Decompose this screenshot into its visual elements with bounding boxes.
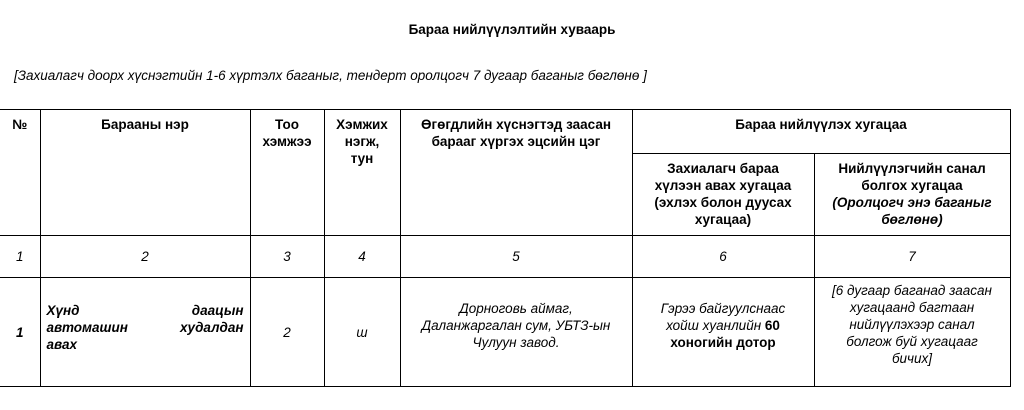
header-supplier-note-line: (Оролцогч энэ баганыг [832, 195, 992, 210]
header-quantity [250, 110, 324, 236]
destination-line: Даланжаргалан сум, УБТЗ-ын [421, 318, 611, 333]
table-row [0, 278, 1010, 387]
header-supplier-period [814, 154, 1010, 236]
header-quantity-line: Тоо [275, 117, 299, 132]
header-quantity-line: хэмжээ [262, 134, 312, 149]
column-number: 5 [400, 236, 632, 278]
header-delivery-period: Бараа нийлүүлэх хугацаа [632, 110, 1010, 154]
header-supplier-line: болгох хугацаа [861, 178, 963, 193]
supplier-period-line: хугацаанд багтаан [849, 300, 975, 315]
row-quantity: 2 [250, 278, 324, 387]
column-number: 7 [814, 236, 1010, 278]
header-buyer-period [632, 154, 814, 236]
header-buyer-line: хугацаа) [694, 212, 752, 227]
row-supplier-period [814, 278, 1010, 387]
item-name-word: автомашин [46, 320, 128, 335]
buyer-period-line: хоногийн дотор [670, 335, 776, 350]
column-number: 2 [40, 236, 250, 278]
column-number: 3 [250, 236, 324, 278]
supplier-period-line: нийлүүлэхээр санал [849, 317, 975, 332]
header-unit [324, 110, 400, 236]
buyer-period-line: Гэрээ байгуулснаас [660, 301, 786, 316]
header-unit-line: нэгж, [344, 134, 380, 149]
header-unit-line: тун [350, 151, 374, 166]
buyer-period-text: хойш хуанлийн [666, 318, 762, 333]
row-buyer-period [632, 278, 814, 387]
row-item-name [40, 278, 250, 387]
destination-line: Чулуун завод. [472, 335, 560, 350]
item-name-word: Хүнд [46, 303, 80, 318]
header-unit-line: Хэмжих [336, 117, 388, 132]
item-name-line [47, 336, 244, 353]
supplier-period-line: бичих] [891, 351, 933, 366]
header-supplier-note-line: бөглөнө) [881, 212, 943, 227]
header-destination-line: Өгөгдлийн хүснэгтэд заасан [421, 117, 611, 132]
header-supplier-line: Нийлүүлэгчийн санал [838, 161, 986, 176]
supplier-period-line: [6 дугаар баганад заасан [832, 283, 992, 298]
column-number: 1 [0, 236, 40, 278]
column-number-row [0, 236, 1010, 278]
supplier-period-line: болгож буй хугацааг [846, 334, 978, 349]
buyer-period-line [633, 317, 814, 334]
document-title: Бараа нийлүүлэлтийн хуваарь [408, 22, 616, 37]
header-no: № [0, 110, 40, 236]
header-destination [400, 110, 632, 236]
document-instruction: [Захиалагч доорх хүснэгтийн 1-6 хүртэлх баганыг, тендерт оролцогч 7 дугаар баганыг бөглөнө ] [14, 68, 647, 83]
header-buyer-line: хүлээн авах хугацаа [654, 178, 792, 193]
item-name-word: худалдан [180, 320, 244, 335]
item-name-word: даацын [191, 303, 244, 318]
column-number: 6 [632, 236, 814, 278]
destination-line: Дорноговь аймаг, [459, 301, 573, 316]
header-buyer-line: Захиалагч бараа [667, 161, 779, 176]
header-item-name: Барааны нэр [40, 110, 250, 236]
header-row [0, 110, 1010, 154]
delivery-schedule-table [0, 109, 1011, 387]
buyer-period-days: 60 [764, 318, 780, 333]
column-number: 4 [324, 236, 400, 278]
header-destination-line: барааг хүргэх эцсийн цэг [431, 134, 601, 149]
row-no: 1 [0, 278, 40, 387]
item-name-line [47, 302, 244, 319]
row-unit: ш [324, 278, 400, 387]
header-buyer-line: (эхлэх болон дуусах [654, 195, 792, 210]
row-destination [400, 278, 632, 387]
item-name-word: авах [46, 337, 78, 352]
item-name-line [47, 319, 244, 336]
